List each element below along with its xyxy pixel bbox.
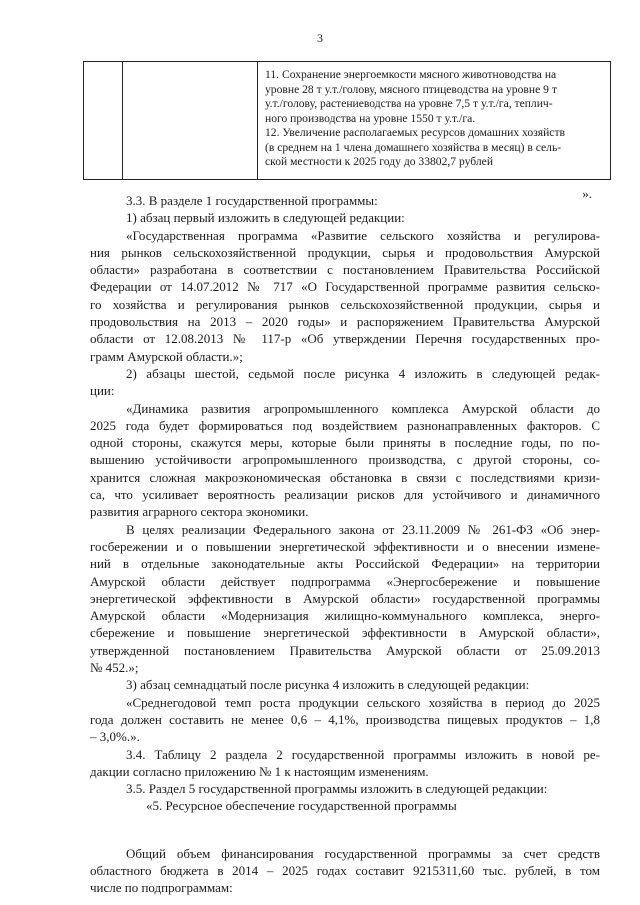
paragraph-line: энергетической эффективности в Амурской области» государственной программы	[90, 590, 600, 606]
paragraph	[90, 209, 600, 226]
indicators-text	[258, 62, 610, 174]
table-cell-line: у.т./голову, растениеводства на уровне 7,5 т у.т./га, теплич-	[265, 97, 553, 110]
table-cell-line: уровне 28 т у.т./голову, мясного птицеводства на уровне 9 т	[265, 82, 557, 96]
paragraph-line: № 452.»;	[90, 660, 139, 676]
closing-quote: ».	[582, 186, 592, 201]
paragraph	[90, 400, 600, 521]
paragraph-line: Амурской области «Модернизация жилищно-коммунального комплекса, энерго-	[90, 608, 600, 624]
paragraph-line: «Среднегодовой темп роста продукции сельского хозяйства в период до 2025	[126, 694, 600, 710]
paragraph-line: области от 12.08.2013 № 117-р «Об утверждении Перечня государственных про-	[90, 331, 600, 347]
paragraph-line: 3.4. Таблицу 2 раздела 2 государственной программы изложить в новой ре-	[126, 746, 600, 762]
table-cell-empty-2	[123, 62, 258, 180]
paragraph-line: области» разработана в соответствии с постановлением Правительства Российской	[90, 262, 600, 278]
paragraph	[90, 676, 600, 693]
section-heading-text: «5. Ресурсное обеспечение государственной программы	[146, 798, 457, 814]
paragraph-line: 2025 года будет формироваться под воздействием разнонаправленных факторов. С	[90, 417, 600, 433]
paragraph	[90, 694, 600, 746]
paragraph	[90, 365, 600, 400]
paragraph-line: одной стороны, скажутся меры, которые были приняты в последние годы, по по-	[90, 435, 600, 451]
paragraph-line: ции:	[90, 383, 115, 399]
section-heading	[90, 797, 600, 814]
table-cell-line: ного производства на уровне 1550 т у.т./га.	[265, 111, 476, 125]
paragraph-line: – 3,0%.».	[90, 729, 140, 745]
table-cell-empty-1	[84, 62, 123, 180]
paragraph-line: «Государственная программа «Развитие сельского хозяйства и регулирова-	[126, 227, 600, 243]
paragraph-line: дакции согласно приложению № 1 к настоящим изменениям.	[90, 763, 429, 779]
paragraph	[90, 746, 600, 781]
paragraph-line: развития аграрного сектора экономики.	[90, 504, 309, 520]
paragraph-line: продовольствия на 2013 – 2020 годы» и распоряжением Правительства Амурской	[90, 314, 600, 330]
paragraph-line: 3) абзац семнадцатый после рисунка 4 изложить в следующей редакции:	[126, 677, 530, 693]
paragraph-line: госбережении и о повышении энергетической эффективности и о внесении измене-	[90, 538, 600, 554]
paragraph	[90, 192, 600, 209]
paragraph-line: Федерации от 14.07.2012 № 717 «О Государственной программе развития сельско-	[90, 279, 600, 295]
paragraph-line: 3.3. В разделе 1 государственной программы:	[126, 193, 378, 208]
paragraph-line: ний в отдельные законодательные акты Российской Федерации» на территории	[90, 556, 600, 572]
indicators-table	[83, 61, 611, 180]
paragraph-line: Общий объем финансирования государственной программы за счет средств	[126, 845, 600, 861]
paragraph	[90, 227, 600, 365]
paragraph	[90, 521, 600, 677]
table-cell-line: (в среднем на 1 члена домашнего хозяйства в месяц) в сель-	[265, 140, 562, 154]
table-cell-line: 11. Сохранение энергоемкости мясного животноводства на	[265, 68, 557, 81]
paragraph-line: утвержденной постановлением Правительства Амурской области от 25.09.2013	[90, 642, 600, 658]
paragraph-line: 2) абзацы шестой, седьмой после рисунка 4 изложить в следующей редак-	[126, 365, 600, 381]
paragraph-line: го хозяйства и регулирования рынков сельскохозяйственной продукции, сырья и	[90, 296, 600, 312]
paragraph-line: са, что усиливает вероятность реализации рисков для устойчивого и динамичного	[90, 487, 600, 503]
paragraph-line: Амурской области действует подпрограмма «Энергосбережение и повышение	[90, 573, 600, 589]
paragraph-line: В целях реализации Федерального закона от 23.11.2009 № 261-ФЗ «Об энер-	[126, 521, 600, 537]
table-row	[84, 62, 611, 180]
paragraph-line: 3.5. Раздел 5 государственной программы изложить в следующей редакции:	[126, 781, 548, 797]
paragraph-line: числе по подпрограммам:	[90, 880, 233, 896]
paragraph-line: хранится сложная макроэкономическая обстановка в связи с последствиями кризи-	[90, 469, 600, 485]
paragraph-line: 1) абзац первый изложить в следующей редакции:	[126, 210, 405, 226]
paragraph-line: ния рынков сельскохозяйственной продукции, сырья и продовольствия Амурской	[90, 244, 600, 260]
paragraph-line: областного бюджета в 2014 – 2025 годах составит 9215311,60 тыс. рублей, в том	[90, 862, 600, 878]
paragraph-line: сбережение и повышение энергетической эффективности в Амурской области»,	[90, 625, 600, 641]
paragraph-line: «Динамика развития агропромышленного комплекса Амурской области до	[126, 400, 600, 416]
document-body	[90, 192, 600, 897]
paragraph-line: вышению устойчивости агропромышленного производства, с другой стороны, со-	[90, 452, 600, 468]
paragraph-line: грамм Амурской области.»;	[90, 348, 243, 364]
paragraph-financing	[90, 845, 600, 897]
spacer	[90, 815, 600, 845]
paragraph-line: года должен составить не менее 0,6 – 4,1%, производства пищевых продуктов – 1,8	[90, 711, 600, 727]
table-cell-line: ской местности к 2025 году до 33802,7 рублей	[265, 155, 494, 168]
page-number: 3	[317, 31, 323, 45]
paragraph	[90, 780, 600, 797]
table-cell-indicators	[258, 62, 611, 180]
table-cell-line: 12. Увеличение располагаемых ресурсов домашних хозяйств	[265, 126, 565, 139]
